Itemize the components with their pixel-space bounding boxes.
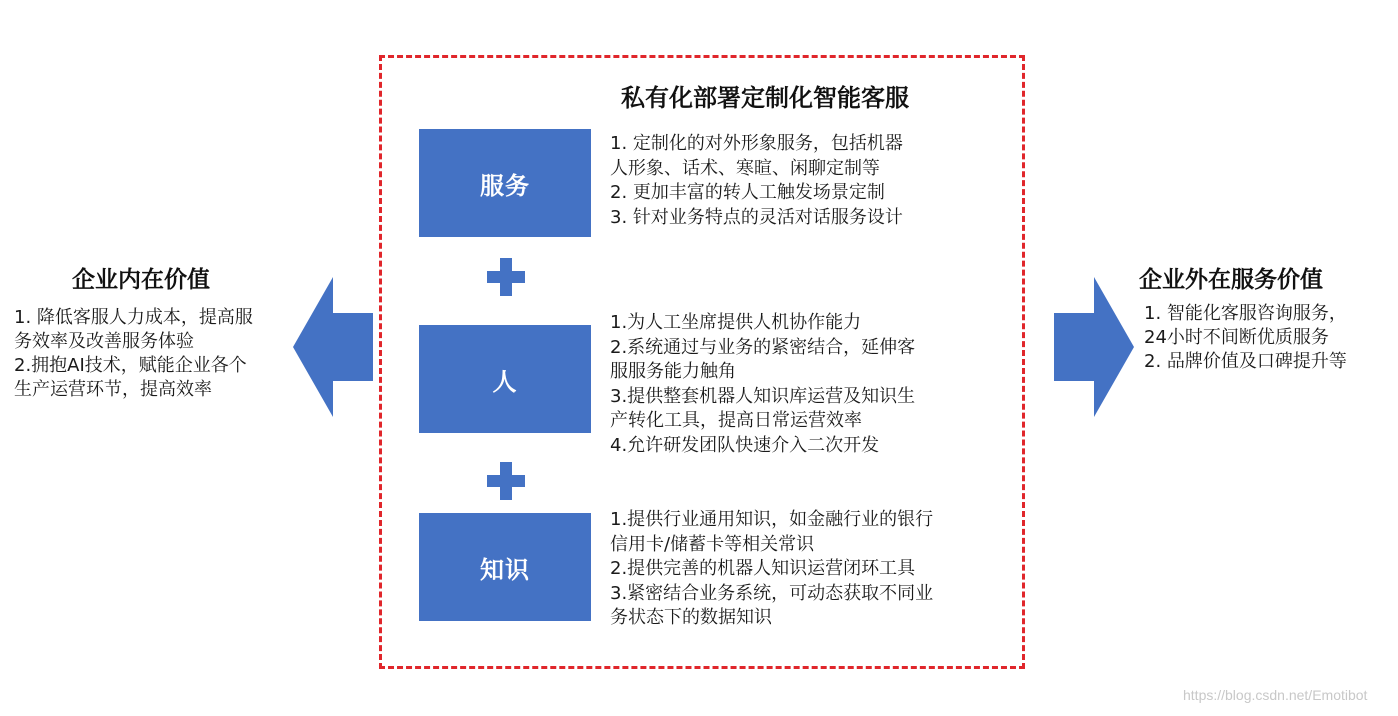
people-line: 3.提供整套机器人知识库运营及知识生 [610, 385, 916, 407]
knowledge-box-label: 知识 [480, 555, 530, 584]
watermark: https://blog.csdn.net/Emotibot [1183, 687, 1368, 703]
external-value-text [1144, 302, 1347, 374]
service-box-label: 服务 [480, 171, 530, 200]
service-description [610, 132, 903, 230]
service-line: 3. 针对业务特点的灵活对话服务设计 [610, 206, 903, 228]
service-line: 1. 定制化的对外形象服务，包括机器 [610, 133, 903, 154]
external-value-line: 2. 品牌价值及口碑提升等 [1144, 351, 1347, 372]
service-line: 人形象、话术、寒暄、闲聊定制等 [610, 157, 880, 179]
knowledge-line: 信用卡/储蓄卡等相关常识 [610, 533, 815, 555]
service-line: 2. 更加丰富的转人工触发场景定制 [610, 182, 885, 203]
arrow-right-icon [1054, 277, 1134, 417]
people-line: 2.系统通过与业务的紧密结合，延伸客 [610, 336, 916, 358]
internal-value-title: 企业内在价值 [72, 267, 210, 293]
knowledge-line: 1.提供行业通用知识，如金融行业的银行 [610, 509, 934, 530]
people-line: 1.为人工坐席提供人机协作能力 [610, 312, 862, 333]
internal-value-line: 2.拥抱AI技术，赋能企业各个 [14, 355, 247, 376]
people-description [610, 311, 915, 458]
people-line: 产转化工具，提高日常运营效率 [610, 410, 862, 431]
people-line: 服服务能力触角 [610, 361, 736, 382]
people-box-label: 人 [492, 367, 518, 396]
knowledge-line: 2.提供完善的机器人知识运营闭环工具 [610, 558, 916, 579]
internal-value-text [14, 306, 253, 402]
knowledge-box [419, 513, 591, 621]
people-line: 4.允许研发团队快速介入二次开发 [610, 434, 880, 456]
main-title: 私有化部署定制化智能客服 [621, 84, 909, 112]
service-box [419, 129, 591, 237]
external-value-line: 1. 智能化客服咨询服务， [1144, 303, 1347, 324]
people-box [419, 325, 591, 433]
external-value-line: 24小时不间断优质服务 [1144, 327, 1329, 348]
internal-value-line: 务效率及改善服务体验 [14, 331, 194, 352]
knowledge-line: 3.紧密结合业务系统，可动态获取不同业 [610, 582, 934, 604]
plus-icon [487, 462, 525, 500]
knowledge-description [610, 508, 933, 631]
external-value-title: 企业外在服务价值 [1139, 267, 1323, 293]
internal-value-line: 1. 降低客服人力成本，提高服 [14, 307, 253, 328]
knowledge-line: 务状态下的数据知识 [610, 607, 772, 628]
arrow-left-icon [293, 277, 373, 417]
internal-value-line: 生产运营环节，提高效率 [14, 379, 212, 400]
plus-icon [487, 258, 525, 296]
